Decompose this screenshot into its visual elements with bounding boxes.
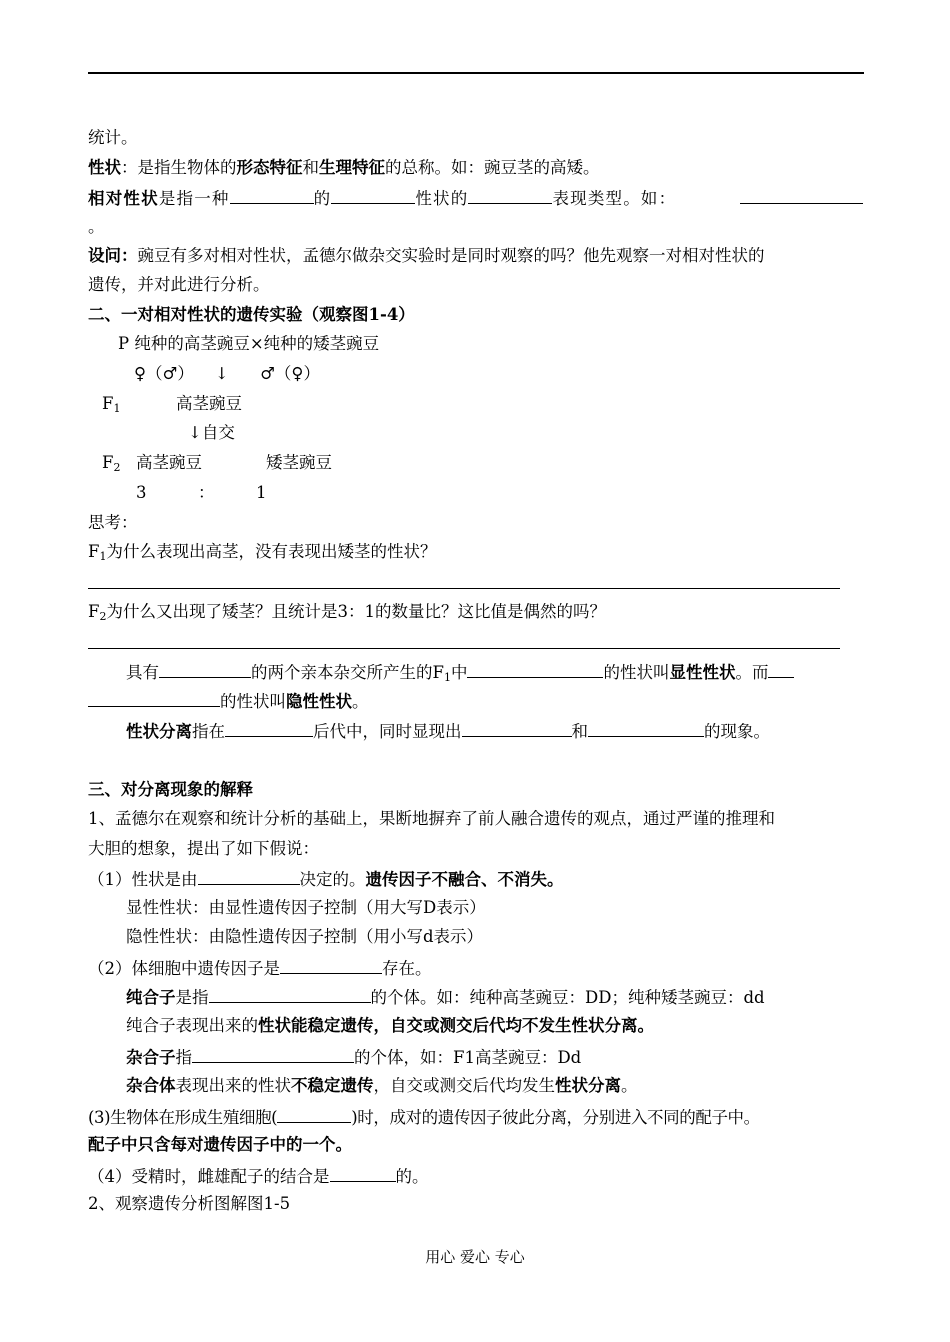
bold-text: 配子中只含每对遗传因子中的一个。 bbox=[88, 1135, 352, 1154]
cross-f2-tall bbox=[136, 452, 202, 474]
answer-line[interactable] bbox=[88, 648, 840, 649]
term: 性状 bbox=[88, 158, 121, 177]
text: )时，成对的遗传因子彼此分离，分别进入不同的配子中。 bbox=[351, 1108, 760, 1127]
text: 1 bbox=[256, 483, 267, 502]
text: 思考： bbox=[88, 513, 138, 532]
cross-parents bbox=[118, 333, 379, 355]
text-line bbox=[88, 838, 319, 860]
text: 中 bbox=[450, 663, 468, 682]
page-footer bbox=[0, 1247, 950, 1267]
footer-text: 用心 爱心 专心 bbox=[425, 1248, 525, 1266]
fill-blank[interactable] bbox=[277, 1105, 351, 1123]
subscript: 1 bbox=[113, 402, 121, 415]
text: 的个体，如：F1高茎豌豆：Dd bbox=[354, 1048, 582, 1067]
recessive-definition bbox=[88, 689, 369, 713]
text: 的性状叫 bbox=[603, 663, 670, 682]
text: 高茎豌豆 bbox=[136, 453, 202, 472]
text: 统计。 bbox=[88, 128, 138, 147]
think-label bbox=[88, 512, 138, 534]
text: 表现类型。如： bbox=[552, 189, 677, 208]
subscript: 2 bbox=[113, 461, 121, 474]
text: （1）性状是由 bbox=[88, 870, 198, 889]
cross-f2-short bbox=[266, 452, 332, 474]
heterozygote-note bbox=[126, 1075, 638, 1097]
relative-trait-definition bbox=[88, 186, 676, 210]
text: （4）受精时，雌雄配子的结合是 bbox=[88, 1167, 330, 1186]
fill-blank[interactable] bbox=[192, 1045, 354, 1063]
text: F bbox=[102, 394, 114, 413]
text: 矮茎豌豆 bbox=[266, 453, 332, 472]
segregation-definition bbox=[126, 719, 770, 743]
text: （2）体细胞中遗传因子是 bbox=[88, 959, 280, 978]
text: 1、孟德尔在观察和统计分析的基础上，果断地摒弃了前人融合遗传的观点，通过严谨的推理和 bbox=[88, 809, 775, 828]
heading-text: 二、一对相对性状的遗传实验（观察图1-4） bbox=[88, 305, 415, 324]
text: ，自交或测交后代均发生 bbox=[373, 1076, 555, 1095]
hypothesis-2 bbox=[88, 956, 432, 980]
text: 隐性性状：由隐性遗传因子控制（用小写d表示） bbox=[126, 927, 484, 946]
text: 是指一种 bbox=[158, 189, 230, 208]
text: 存在。 bbox=[382, 959, 432, 978]
term: 杂合子 bbox=[126, 1048, 176, 1067]
homozygote-definition bbox=[126, 985, 765, 1009]
hypothesis-4 bbox=[88, 1164, 429, 1188]
text: 的个体。如：纯种高茎豌豆：DD；纯种矮茎豌豆：dd bbox=[370, 988, 765, 1007]
bold-text: 性状分离 bbox=[555, 1076, 621, 1095]
ratio-1 bbox=[256, 482, 267, 504]
text: 2、观察遗传分析图解图1-5 bbox=[88, 1194, 291, 1213]
fill-blank[interactable] bbox=[198, 867, 300, 885]
cross-f1-text bbox=[176, 393, 242, 415]
think-q2 bbox=[88, 601, 606, 623]
bold-text: 隐性性状 bbox=[286, 692, 352, 711]
text: 表现出来的性状 bbox=[175, 1076, 291, 1095]
cross-self bbox=[188, 422, 235, 444]
cross-f2-label bbox=[102, 452, 120, 474]
text-line bbox=[88, 808, 775, 830]
term: 杂合体 bbox=[126, 1076, 176, 1095]
text: (3)生物体在形成生殖细胞( bbox=[88, 1108, 278, 1127]
fill-blank[interactable] bbox=[209, 985, 371, 1003]
text: 指 bbox=[175, 1048, 192, 1067]
text: F bbox=[102, 453, 114, 472]
fill-blank[interactable] bbox=[280, 956, 382, 974]
text: 高茎豌豆 bbox=[176, 394, 242, 413]
cross-sex-symbols bbox=[134, 363, 320, 385]
ratio-3 bbox=[136, 482, 147, 504]
text-line bbox=[88, 274, 270, 296]
hypothesis-3 bbox=[88, 1105, 760, 1129]
text: 的 bbox=[313, 189, 332, 208]
text: 具有 bbox=[126, 663, 159, 682]
section-heading-2 bbox=[88, 304, 415, 326]
text: 的现象。 bbox=[704, 722, 770, 741]
text: 遗传，并对此进行分析。 bbox=[88, 275, 270, 294]
text: 纯合子表现出来的 bbox=[126, 1016, 258, 1035]
text: 。 bbox=[352, 692, 369, 711]
text-line bbox=[88, 1193, 290, 1215]
ratio-colon bbox=[198, 482, 215, 504]
bold-text: 不稳定遗传 bbox=[291, 1076, 374, 1095]
subscript: 1 bbox=[99, 550, 107, 563]
text-line bbox=[88, 127, 138, 149]
term: 性状分离 bbox=[126, 722, 192, 741]
text: 是指 bbox=[175, 988, 209, 1007]
text: 豌豆有多对相对性状，孟德尔做杂交实验时是同时观察的吗？他先观察一对相对性状的 bbox=[137, 246, 765, 265]
text: 的。 bbox=[395, 1167, 429, 1186]
subscript: 1 bbox=[443, 671, 451, 684]
text: ： bbox=[198, 483, 215, 502]
text: 大胆的想象，提出了如下假说： bbox=[88, 839, 319, 858]
fill-blank[interactable] bbox=[588, 719, 704, 737]
subscript: 2 bbox=[99, 610, 107, 623]
bold-text: 性状能稳定遗传，自交或测交后代均不发生性状分离。 bbox=[258, 1016, 654, 1035]
cross-f1-label bbox=[102, 393, 120, 415]
text: 。 bbox=[88, 217, 105, 236]
text: F bbox=[88, 602, 100, 621]
dominant-definition bbox=[126, 660, 794, 684]
text: F bbox=[88, 542, 100, 561]
text: ♀（♂） ↓ ♂（♀） bbox=[134, 364, 320, 383]
hypothesis-1 bbox=[88, 867, 564, 891]
heterozygote-definition bbox=[126, 1045, 581, 1069]
heading-text: 三、对分离现象的解释 bbox=[88, 780, 253, 799]
text: 。 bbox=[621, 1076, 638, 1095]
text: 显性性状：由显性遗传因子控制（用大写D表示） bbox=[126, 898, 486, 917]
fill-blank[interactable] bbox=[88, 689, 220, 707]
recessive-trait-note bbox=[126, 926, 483, 948]
text: ↓自交 bbox=[188, 423, 235, 442]
homozygote-note bbox=[126, 1015, 654, 1037]
header-rule bbox=[88, 72, 864, 74]
text: 和 bbox=[302, 158, 319, 177]
bold-text: 遗传因子不融合、不消失。 bbox=[365, 870, 564, 889]
text: 性状的 bbox=[415, 189, 469, 208]
fill-blank[interactable] bbox=[468, 186, 552, 204]
bold-text: 形态特征 bbox=[236, 158, 303, 177]
text: 3 bbox=[136, 483, 147, 502]
fill-blank[interactable] bbox=[467, 660, 603, 678]
fill-blank[interactable] bbox=[768, 660, 794, 678]
text: 为什么表现出高茎，没有表现出矮茎的性状？ bbox=[106, 542, 437, 561]
text: 后代中，同时显现出 bbox=[313, 722, 462, 741]
text: ：是指生物体的 bbox=[121, 158, 237, 177]
trait-definition bbox=[88, 157, 600, 179]
term: 设问： bbox=[88, 246, 138, 265]
bold-text: 生理特征 bbox=[319, 158, 385, 177]
text: 。而 bbox=[735, 663, 769, 682]
text: 的性状叫 bbox=[220, 692, 286, 711]
text: 为什么又出现了矮茎？且统计是3：1的数量比？这比值是偶然的吗？ bbox=[106, 602, 606, 621]
fill-blank[interactable] bbox=[159, 660, 251, 678]
fill-blank[interactable] bbox=[230, 186, 314, 204]
section-heading-3 bbox=[88, 779, 253, 801]
bold-text: 显性性状 bbox=[669, 663, 736, 682]
hypothesis-3-conclusion bbox=[88, 1134, 352, 1156]
fill-blank[interactable] bbox=[225, 719, 313, 737]
text: 的两个亲本杂交所产生的F bbox=[251, 663, 444, 682]
fill-blank[interactable] bbox=[331, 186, 415, 204]
think-q1 bbox=[88, 541, 436, 563]
text: 和 bbox=[571, 722, 588, 741]
text: 决定的。 bbox=[299, 870, 366, 889]
answer-line[interactable] bbox=[88, 588, 840, 589]
fill-blank[interactable] bbox=[330, 1164, 396, 1182]
term: 相对性状 bbox=[88, 189, 159, 208]
text: P 纯种的高茎豌豆×纯种的矮茎豌豆 bbox=[118, 334, 380, 353]
fill-blank[interactable] bbox=[740, 186, 863, 204]
fill-blank[interactable] bbox=[462, 719, 572, 737]
text: 的总称。如：豌豆茎的高矮。 bbox=[385, 158, 600, 177]
text: 指在 bbox=[192, 722, 225, 741]
text-line bbox=[88, 216, 105, 238]
question-line bbox=[88, 245, 765, 267]
dominant-trait-note bbox=[126, 897, 486, 919]
term: 纯合子 bbox=[126, 988, 176, 1007]
